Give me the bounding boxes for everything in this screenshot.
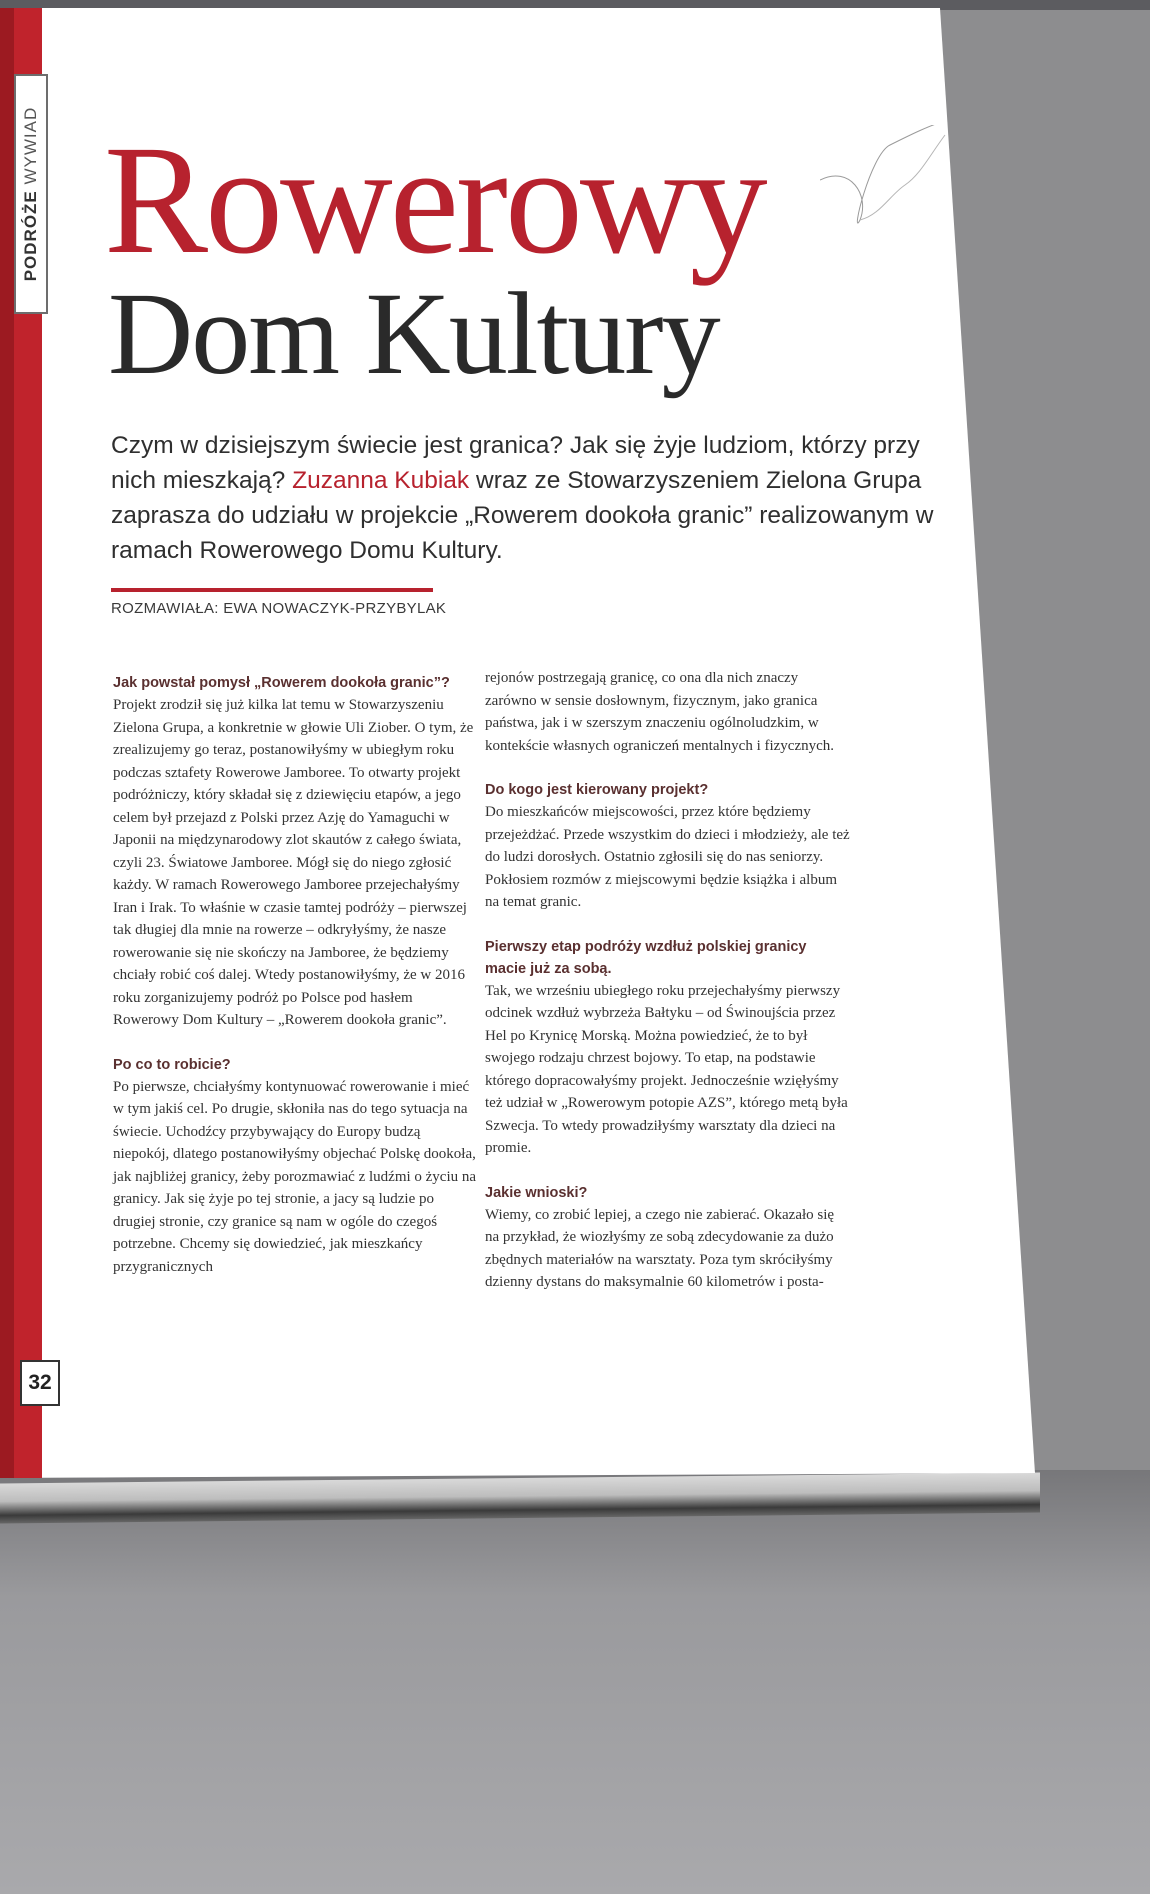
question-heading: Pierwszy etap podróży wzdłuż polskiej granicy macie już za sobą. [485,938,807,977]
page-number: 32 [20,1360,60,1406]
question-heading: Do kogo jest kierowany projekt? [485,782,709,798]
title-line-2: Dom Kultury [108,268,719,399]
section-label-light: WYWIAD [21,106,40,185]
article-column-right [485,667,850,1294]
answer-paragraph: Projekt zrodził się już kilka lat temu w Stowarzyszeniu Zielona Grupa, a konkretnie w głowie Uli Ziober. O tym, że zrealizujemy go teraz, postanowiłyśmy w ubiegłym roku podczas sztafety Rowerowe Jamboree. To otwarty projekt podróżniczy, który składał się z dziewięciu etapów, a jego celem był przejazd z Polski przez Azję do Yamaguchi w Japonii na międzynarodowy zlot skautów z całego świata, czyli 23. Światowe Jamboree. Mógł się do niego zgłosić każdy. W ramach Rowerowego Jamboree przejechałyśmy Iran i Irak. To właśnie w czasie tamtej podróży – pierwszej tak długiej dla mnie na rowerze – odkryłyśmy, że nasze rowerowanie się nie skończy na Jamboree, że będziemy chciały robić coś dalej. Wtedy postanowiłyśmy, że w 2016 roku zorganizujemy podróż po Polsce pod hasłem Rowerowy Dom Kultury – „Rowerem dookoła granic”. [113,697,474,1028]
red-side-bar-shade [0,8,14,1478]
title-line-1: Rowerowy [104,113,765,286]
byline-rule [111,588,433,592]
article-column-left [113,672,478,1278]
answer-paragraph: Tak, we wrześniu ubiegłego roku przejechałyśmy pierwszy odcinek wzdłuż wybrzeża Bałtyku – od Świnoujścia przez Hel po Krynicę Morską. Można powiedzieć, że to był swojego rodzaju chrzest bojowy. To etap, na podstawie którego dopracowałyśmy projekt. Jednocześnie wzięłyśmy też udział w „Rowerowym potopie AZS”, którego metą była Szwecja. To wtedy prowadziłyśmy warsztaty dla dzieci na promie. [485,982,848,1156]
decorative-string [820,125,950,265]
section-tab [14,74,48,314]
question-heading: Po co to robicie? [113,1056,231,1073]
question-heading: Jakie wnioski? [485,1184,588,1201]
answer-paragraph: Po pierwsze, chciałyśmy kontynuować rowerowanie i mieć w tym jakiś cel. Po drugie, skłoniła nas do tego sytuacja na świecie. Uchodźcy przybywający do Europy budzą niepokój, dlatego postanowiłyśmy objechać Polskę dookoła, jak najbliżej granicy, żeby porozmawiać z ludźmi o życiu na granicy. Jak się żyje po tej stronie, a jacy są ludzie po drugiej stronie, czy granice są nam w ogóle do czegoś potrzebne. Chcemy się dowiedzieć, jak mieszkańcy przygranicznych [113,1078,477,1275]
answer-paragraph: Wiemy, co zrobić lepiej, a czego nie zabierać. Okazało się na przykład, że wiozłyśmy ze sobą zdecydowanie za dużo zbędnych materiałów na warsztaty. Poza tym skróciłyśmy dzienny dystans do maksymalnie 60 kilometrów i posta- [485,1206,835,1290]
lead-text-start: Czym w dzisiejszym świecie jest granica? Jak się żyje ludziom, którzy przy nich mieszkają? [111,432,920,494]
scanner-background [0,1470,1150,1894]
answer-paragraph: Do mieszkańców miejscowości, przez które będziemy przejeżdżać. Przede wszystkim do dzieci i młodzieży, ale też do ludzi dorosłych. Ostatnio zgłosili się do nas seniorzy. Pokłosiem rozmów z miejscowymi będzie książka i album na temat granic. [485,804,850,910]
byline: ROZMAWIAŁA: EWA NOWACZYK-PRZYBYLAK [111,600,447,617]
question-heading: Jak powstał pomysł „Rowerem dookoła granic”? [113,675,450,691]
lead-paragraph [111,428,951,568]
lead-text-end: wraz ze Stowarzyszeniem Zielona Grupa zaprasza do udziału w projekcie „Rowerem dookoła granic” realizowanym w ramach Rowerowego Domu Kultury. [111,467,934,564]
author-name: Zuzanna Kubiak [292,467,470,494]
section-label-bold: PODRÓŻE [21,190,40,282]
continued-paragraph: rejonów postrzegają granicę, co ona dla nich znaczy zarówno w sensie dosłownym, fizycznym, jako granica państwa, jak i w szerszym znaczeniu ogólnoludzkim, w kontekście własnych ograniczeń mentalnych i fizycznych. [485,670,835,754]
